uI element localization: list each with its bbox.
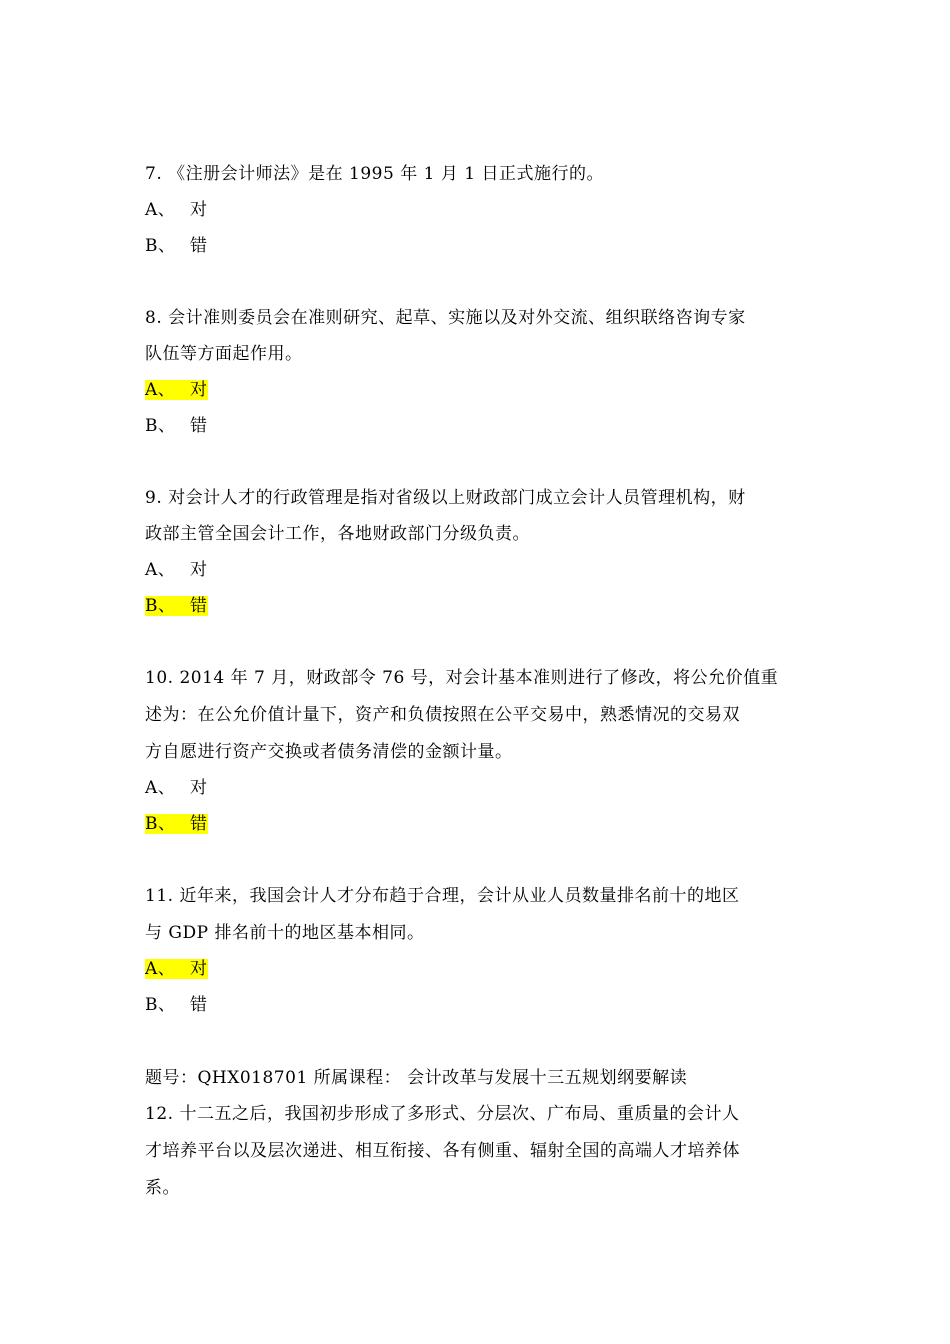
option-text: 对 (190, 200, 208, 220)
answer-highlight (145, 380, 208, 400)
question-10-option-b (145, 813, 208, 835)
question-12-text-line-1: 12. 十二五之后，我国初步形成了多形式、分层次、广布局、重质量的会计人 (145, 1104, 740, 1124)
question-9-option-b (145, 595, 208, 617)
question-7-option-b (145, 235, 208, 257)
question-8-text-line-2: 队伍等方面起作用。 (145, 344, 303, 364)
option-label: A、 (145, 778, 176, 798)
question-9-text-line-1: 9. 对会计人才的行政管理是指对省级以上财政部门成立会计人员管理机构，财 (145, 488, 746, 508)
question-10-text-line-1: 10. 2014 年 7 月，财政部令 76 号，对会计基本准则进行了修改，将公允价值重 (145, 668, 779, 688)
question-10-option-a (145, 777, 208, 799)
option-label: A、 (145, 200, 176, 220)
question-7-text: 7. 《注册会计师法》是在 1995 年 1 月 1 日正式施行的。 (145, 164, 604, 184)
question-9-option-a (145, 559, 208, 581)
option-label: B、 (145, 596, 176, 616)
question-11-text-line-2: 与 GDP 排名前十的地区基本相同。 (145, 923, 425, 943)
answer-highlight (145, 959, 208, 979)
course-header: 题号：QHX018701 所属课程： 会计改革与发展十三五规划纲要解读 (145, 1068, 688, 1088)
question-11-text-line-1: 11. 近年来，我国会计人才分布趋于合理，会计从业人员数量排名前十的地区 (145, 886, 740, 906)
option-text: 错 (190, 995, 208, 1015)
option-text: 错 (190, 236, 208, 256)
option-label: B、 (145, 995, 176, 1015)
question-7-option-a (145, 199, 208, 221)
option-text: 对 (190, 959, 208, 979)
question-8-option-b (145, 415, 208, 437)
option-label: B、 (145, 416, 176, 436)
option-text: 对 (190, 560, 208, 580)
question-10-text-line-2: 述为：在公允价值计量下，资产和负债按照在公平交易中，熟悉情况的交易双 (145, 705, 740, 725)
answer-highlight (145, 814, 208, 834)
question-11-option-a (145, 958, 208, 980)
question-8-option-a (145, 379, 208, 401)
question-8-text-line-1: 8. 会计准则委员会在准则研究、起草、实施以及对外交流、组织联络咨询专家 (145, 308, 746, 328)
option-label: A、 (145, 560, 176, 580)
option-text: 错 (190, 596, 208, 616)
option-label: B、 (145, 814, 176, 834)
option-label: A、 (145, 380, 176, 400)
option-text: 错 (190, 416, 208, 436)
answer-highlight (145, 596, 208, 616)
question-10-text-line-3: 方自愿进行资产交换或者债务清偿的金额计量。 (145, 742, 513, 762)
question-12-text-line-2: 才培养平台以及层次递进、相互衔接、各有侧重、辐射全国的高端人才培养体 (145, 1141, 740, 1161)
option-text: 对 (190, 778, 208, 798)
question-11-option-b (145, 994, 208, 1016)
option-text: 对 (190, 380, 208, 400)
question-9-text-line-2: 政部主管全国会计工作，各地财政部门分级负责。 (145, 524, 530, 544)
option-text: 错 (190, 814, 208, 834)
option-label: A、 (145, 959, 176, 979)
question-12-text-line-3: 系。 (145, 1178, 180, 1198)
option-label: B、 (145, 236, 176, 256)
